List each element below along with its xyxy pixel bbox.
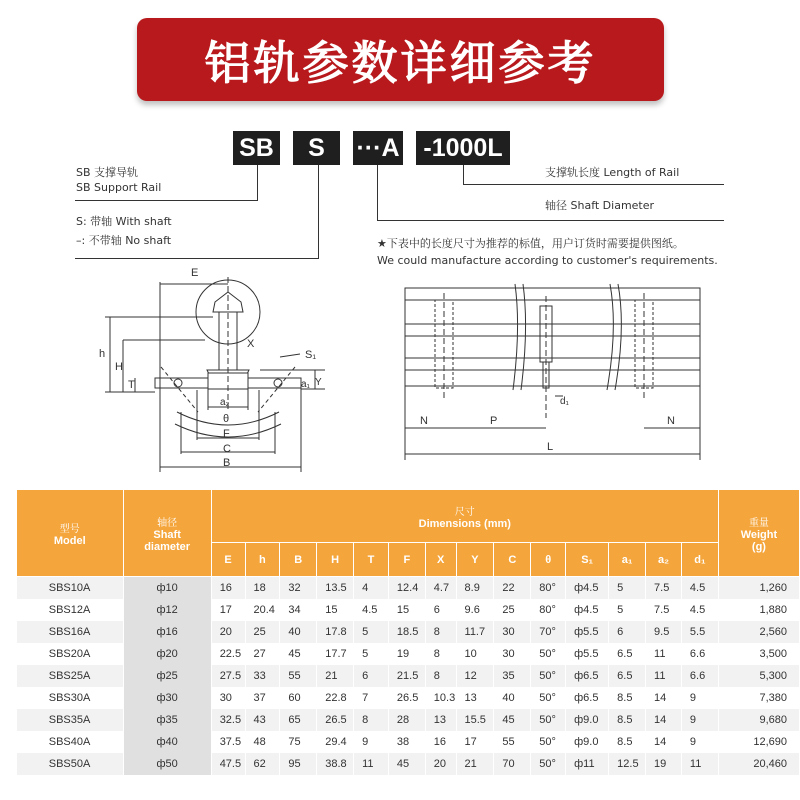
header-weight [718,490,799,577]
table-cell: 80° [531,599,566,621]
table-cell: 8 [425,621,456,643]
table-cell: 50° [531,731,566,753]
table-cell: 7.5 [646,577,682,600]
header-shaft [123,490,211,577]
table-cell: 20 [211,621,245,643]
table-cell: 5 [609,577,646,600]
table-cell: 18.5 [388,621,425,643]
table-cell: 11 [646,665,682,687]
table-cell: 9.5 [646,621,682,643]
table-cell: 17.7 [317,643,354,665]
table-cell: 20.4 [245,599,280,621]
col-header: a₂ [646,543,682,577]
dim-b: B [223,457,231,469]
header-dim-cn: 尺寸 [454,506,475,518]
table-cell: 30 [494,643,531,665]
col-header: θ [531,543,566,577]
table-cell: 6 [354,665,389,687]
legend-shaft-diameter: 轴径 Shaft Diameter [545,199,655,212]
legend-length: 支撑轨长度 Length of Rail [545,166,680,179]
table-cell: 20 [425,753,456,775]
table-row [17,753,800,775]
table-cell: 7.5 [646,599,682,621]
table-cell: 8 [354,709,389,731]
col-header: C [494,543,531,577]
table-cell: 38.8 [317,753,354,775]
table-cell: 26.5 [317,709,354,731]
legend-sb-cn: SB 支撑导轨 [76,166,139,179]
table-cell: 6.6 [681,643,718,665]
header-shaft-en2: diameter [144,540,191,553]
table-cell: SBS40A [17,731,124,753]
table-cell: 30 [494,621,531,643]
page-title: 铝轨参数详细参考 [204,35,597,90]
table-row [17,643,800,665]
table-cell: 40 [280,621,317,643]
col-header: S₁ [566,543,609,577]
table-cell: 60 [280,687,317,709]
table-cell: 80° [531,577,566,600]
header-model [17,490,124,577]
table-cell: 32 [280,577,317,600]
table-cell: 8.5 [609,731,646,753]
table-cell: 12 [456,665,494,687]
table-cell: 12.4 [388,577,425,600]
table-cell: 43 [245,709,280,731]
table-cell: 10.3 [425,687,456,709]
table-cell: 13.5 [317,577,354,600]
table-cell: 2,560 [718,621,799,643]
cross-section-drawing [95,262,325,477]
table-cell: SBS30A [17,687,124,709]
table-cell: 14 [646,687,682,709]
table-cell: 48 [245,731,280,753]
note-en: We could manufacture according to customer's requirements. [377,254,718,267]
table-cell: 27 [245,643,280,665]
dim-e: E [191,267,199,279]
table-cell: 11 [681,753,718,775]
table-cell: 1,260 [718,577,799,600]
leader-a-h [377,220,724,221]
table-cell: ф11 [566,753,609,775]
side-view-drawing [395,278,705,468]
legend-with-shaft: S: 带轴 With shaft [76,215,172,228]
table-cell: 55 [494,731,531,753]
table-cell: 70 [494,753,531,775]
table-cell: 27.5 [211,665,245,687]
table-cell: 4.5 [681,599,718,621]
table-cell: 50° [531,753,566,775]
table-cell: 22.5 [211,643,245,665]
dim-s1: S₁ [305,349,317,361]
table-cell: 38 [388,731,425,753]
col-header: B [280,543,317,577]
table-row [17,665,800,687]
table-row [17,687,800,709]
col-header: F [388,543,425,577]
table-cell: 37.5 [211,731,245,753]
table-cell: 4.7 [425,577,456,600]
table-row [17,577,800,600]
table-cell: 12.5 [609,753,646,775]
table-cell: 13 [425,709,456,731]
table-cell: 7 [354,687,389,709]
dim-p: P [490,415,498,427]
table-cell: 10 [456,643,494,665]
table-cell: ф4.5 [566,577,609,600]
dim-a1: a₁ [301,379,310,390]
col-header: H [317,543,354,577]
code-part-sb: SB [233,131,280,165]
dim-a2: a₂ [220,397,230,408]
header-shaft-cn: 轴径 [157,517,178,529]
dim-l: L [547,441,554,453]
code-part-length: -1000L [416,131,510,165]
table-cell: 9 [354,731,389,753]
table-cell: 8.9 [456,577,494,600]
legend-sb-en: SB Support Rail [76,181,162,194]
dim-theta: θ [223,413,230,425]
table-cell: ф16 [123,621,211,643]
table-cell: 19 [646,753,682,775]
table-cell: 16 [211,577,245,600]
table-cell: 5 [354,643,389,665]
table-cell: SBS50A [17,753,124,775]
table-cell: 40 [494,687,531,709]
header-dim-en: Dimensions (mm) [418,517,511,530]
table-cell: 11 [646,643,682,665]
table-cell: ф30 [123,687,211,709]
table-cell: 5.5 [681,621,718,643]
leader-len-v [463,165,464,185]
table-cell: 8.5 [609,709,646,731]
header-weight-unit: (g) [751,540,766,553]
table-cell: 70° [531,621,566,643]
leader-s-h [75,258,319,259]
table-cell: 4.5 [681,577,718,600]
col-header: X [425,543,456,577]
table-cell: ф5.5 [566,621,609,643]
table-cell: 45 [388,753,425,775]
table-cell: 45 [494,709,531,731]
table-cell: 16 [425,731,456,753]
header-weight-cn: 重量 [748,517,769,529]
col-header: E [211,543,245,577]
table-cell: ф6.5 [566,687,609,709]
table-cell: 17 [211,599,245,621]
table-cell: 3,500 [718,643,799,665]
table-cell: 11.7 [456,621,494,643]
dim-h-small: h [99,348,106,360]
table-cell: 17 [456,731,494,753]
table-cell: 21 [456,753,494,775]
dim-n-left: N [420,415,428,427]
table-cell: 47.5 [211,753,245,775]
table-cell: 29.4 [317,731,354,753]
table-cell: 11 [354,753,389,775]
table-cell: 4.5 [354,599,389,621]
table-cell: 25 [494,599,531,621]
dim-h-large: H [115,361,123,373]
note-cn: ★下表中的长度尺寸为推荐的标值，用户订货时需要提供图纸。 [377,237,684,250]
table-cell: SBS12A [17,599,124,621]
leader-a-v [377,165,378,221]
table-cell: SBS10A [17,577,124,600]
leader-sb-v [257,165,258,201]
table-body [17,577,800,776]
table-cell: 9 [681,731,718,753]
table-cell: 65 [280,709,317,731]
leader-sb-h [75,200,258,201]
table-cell: 50° [531,687,566,709]
table-cell: 15 [317,599,354,621]
table-cell: 18 [245,577,280,600]
table-cell: 22.8 [317,687,354,709]
table-cell: 6 [425,599,456,621]
dim-t: T [128,379,135,391]
col-header: a₁ [609,543,646,577]
table-cell: ф10 [123,577,211,600]
table-row [17,621,800,643]
table-cell: 6.5 [609,643,646,665]
table-cell: 28 [388,709,425,731]
table-cell: 9,680 [718,709,799,731]
table-cell: 4 [354,577,389,600]
table-cell: 5 [609,599,646,621]
table-cell: ф25 [123,665,211,687]
header-shaft-en1: Shaft [153,528,181,541]
table-cell: 35 [494,665,531,687]
table-cell: SBS25A [17,665,124,687]
table-cell: 6 [609,621,646,643]
dim-c: C [223,443,231,455]
col-header: T [354,543,389,577]
table-cell: 8.5 [609,687,646,709]
header-weight-en: Weight [740,528,778,541]
table-cell: 26.5 [388,687,425,709]
table-cell: ф12 [123,599,211,621]
table-cell: ф6.5 [566,665,609,687]
table-cell: 8 [425,665,456,687]
table-cell: 95 [280,753,317,775]
table-cell: 32.5 [211,709,245,731]
table-cell: 5 [354,621,389,643]
table-cell: 13 [456,687,494,709]
spec-table [16,489,800,775]
header-dimensions [211,490,718,543]
table-cell: 7,380 [718,687,799,709]
table-cell: 1,880 [718,599,799,621]
table-cell: 6.5 [609,665,646,687]
dim-f: F [223,428,230,440]
table-cell: 6.6 [681,665,718,687]
col-header: h [245,543,280,577]
table-cell: 62 [245,753,280,775]
table-cell: SBS20A [17,643,124,665]
table-cell: 15.5 [456,709,494,731]
header-model-en: Model [53,534,86,547]
legend-no-shaft: –: 不带轴 No shaft [76,234,172,247]
code-part-s: S [293,131,340,165]
table-cell: ф35 [123,709,211,731]
table-cell: 25 [245,621,280,643]
code-part-a: ···A [353,131,403,165]
col-header: Y [456,543,494,577]
table-cell: 37 [245,687,280,709]
table-cell: 34 [280,599,317,621]
table-cell: 14 [646,709,682,731]
table-cell: SBS35A [17,709,124,731]
table-cell: 55 [280,665,317,687]
table-cell: 9.6 [456,599,494,621]
dim-x: X [247,338,255,350]
table-cell: ф40 [123,731,211,753]
col-header: d₁ [681,543,718,577]
table-cell: 12,690 [718,731,799,753]
table-cell: ф4.5 [566,599,609,621]
table-cell: 5,300 [718,665,799,687]
table-cell: 50° [531,665,566,687]
table-cell: 8 [425,643,456,665]
table-cell: 22 [494,577,531,600]
table-row [17,731,800,753]
table-cell: ф9.0 [566,731,609,753]
leader-s-v [318,165,319,259]
title-banner [137,18,664,101]
table-cell: 14 [646,731,682,753]
table-cell: ф9.0 [566,709,609,731]
table-cell: 50° [531,709,566,731]
table-cell: ф20 [123,643,211,665]
table-cell: 17.8 [317,621,354,643]
table-cell: ф50 [123,753,211,775]
table-row [17,599,800,621]
dim-n-right: N [667,415,675,427]
table-cell: 15 [388,599,425,621]
table-cell: 30 [211,687,245,709]
table-cell: 9 [681,687,718,709]
table-cell: 19 [388,643,425,665]
leader-len-h [463,184,724,185]
table-cell: 33 [245,665,280,687]
table-cell: 20,460 [718,753,799,775]
dim-d1: d₁ [560,396,569,407]
table-cell: 45 [280,643,317,665]
table-cell: 75 [280,731,317,753]
table-cell: 21.5 [388,665,425,687]
table-cell: 50° [531,643,566,665]
table-cell: ф5.5 [566,643,609,665]
header-model-cn: 型号 [59,523,80,535]
table-cell: SBS16A [17,621,124,643]
table-cell: 21 [317,665,354,687]
table-row [17,709,800,731]
table-cell: 9 [681,709,718,731]
dim-y: Y [315,377,322,388]
